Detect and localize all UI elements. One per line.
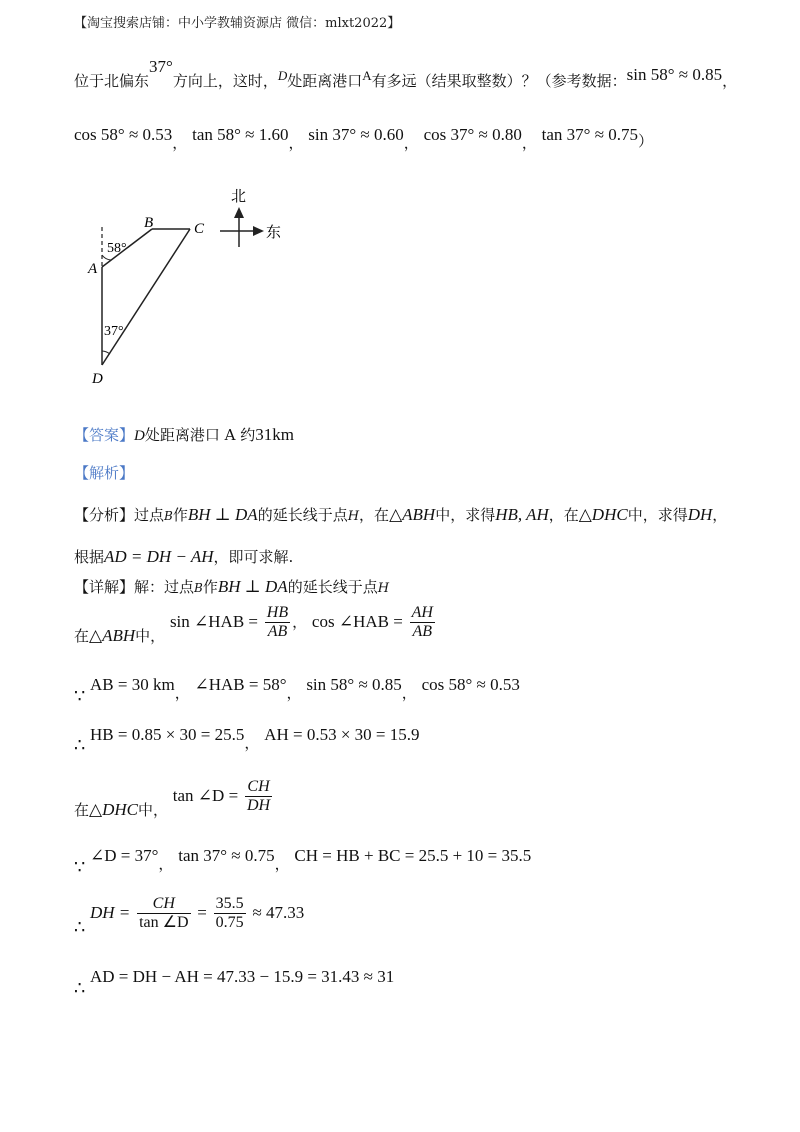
- analysis-line-1: 【分析】过点B作BH ⊥ DA的延长线于点H，在△ABH中，求得HB, AH，在△DHC中，求得DH，: [74, 505, 728, 524]
- step-4: 在△DHC中， tan ∠D = $\frac{CH}{DH}$: [74, 778, 271, 819]
- fraction-355-075: $\frac{35.5}{0.75}$: [215, 895, 244, 932]
- label-a: A: [88, 261, 98, 277]
- angle-37: 37°: [149, 57, 173, 76]
- label-c: C: [194, 221, 205, 237]
- step-6: DH = $\frac{CH}{\tan \angle D}$ = $\frac{35.5}{0.75}$ ≈ 47.33: [90, 895, 305, 932]
- label-north: 北: [231, 189, 247, 205]
- step-7: AD = DH − AH = 47.33 − 15.9 = 31.43 ≈ 31: [90, 967, 395, 986]
- fraction-hb-ab: $\frac{HB}{AB}$: [266, 604, 289, 641]
- east-arrow-icon: [253, 226, 264, 236]
- answer-value: 31km: [255, 425, 294, 444]
- step-3: HB = 0.85 × 30 = 25.5， AH = 0.53 × 30 = 15.9: [90, 725, 420, 752]
- angle-label-58: 58°: [107, 241, 127, 256]
- point-d: D: [277, 68, 288, 83]
- detail-line: 【详解】解：过点B作BH ⊥ DA的延长线于点H: [74, 577, 390, 596]
- ref-cos58: cos 58° ≈ 0.53: [74, 125, 173, 144]
- problem-line-2: cos 58° ≈ 0.53， tan 58° ≈ 1.60， sin 37° ≈ 0.60， cos 37° ≈ 0.80， tan 37° ≈ 0.75）: [74, 125, 654, 152]
- step-5: ∠D = 37°， tan 37° ≈ 0.75， CH = HB + BC = 25.5 + 10 = 35.5: [90, 846, 532, 873]
- fraction-ch-tand: $\frac{CH}{\tan \angle D}$: [139, 895, 189, 932]
- problem-line-1: [74, 57, 738, 90]
- answer-line: 【答案】D处距离港口 A 约31km: [74, 425, 294, 444]
- analysis-label: 【解析】: [74, 464, 135, 482]
- analysis-line-2: 根据AD = DH − AH，即可求解.: [74, 547, 294, 566]
- step-1: 在△ABH中， sin ∠HAB = $\frac{HB}{AB}$ ， cos ∠HAB = $\frac{AH}{AB}$: [74, 604, 433, 645]
- fraction-ch-dh: $\frac{CH}{DH}$: [246, 778, 271, 815]
- therefore-symbol: ∴: [74, 978, 86, 999]
- therefore-symbol: ∴: [74, 917, 86, 938]
- text: 位于北偏东: [74, 72, 150, 90]
- ref-sin37: sin 37° ≈ 0.60: [308, 125, 404, 144]
- step-2: AB = 30 km， ∠HAB = 58°， sin 58° ≈ 0.85， cos 58° ≈ 0.53: [90, 675, 520, 702]
- label-east: 东: [266, 225, 282, 241]
- page-header: 【淘宝搜索店铺：中小学教辅资源店 微信：mlxt2022】: [74, 16, 401, 31]
- text: 方向上，这时，: [172, 72, 278, 90]
- angle-arc-d: [102, 351, 110, 354]
- north-arrow-icon: [234, 207, 244, 218]
- because-symbol: ∵: [74, 857, 86, 878]
- ref-tan58: tan 58° ≈ 1.60: [192, 125, 289, 144]
- geometry-figure: [80, 185, 300, 395]
- label-d: D: [92, 371, 103, 387]
- ref-cos37: cos 37° ≈ 0.80: [423, 125, 522, 144]
- because-symbol: ∵: [74, 686, 86, 707]
- text: 处距离港口: [287, 72, 363, 90]
- fraction-ah-ab: $\frac{AH}{AB}$: [411, 604, 433, 641]
- answer-label: 【答案】: [74, 426, 135, 444]
- label-b: B: [144, 215, 154, 231]
- text: ，: [722, 72, 738, 90]
- ref-sin58: sin 58° ≈ 0.85: [626, 65, 723, 84]
- point-a: A: [362, 68, 372, 83]
- therefore-symbol: ∴: [74, 735, 86, 756]
- ref-tan37: tan 37° ≈ 0.75: [541, 125, 639, 144]
- text: 有多远（结果取整数）？（参考数据：: [371, 72, 627, 90]
- angle-label-37: 37°: [104, 324, 124, 339]
